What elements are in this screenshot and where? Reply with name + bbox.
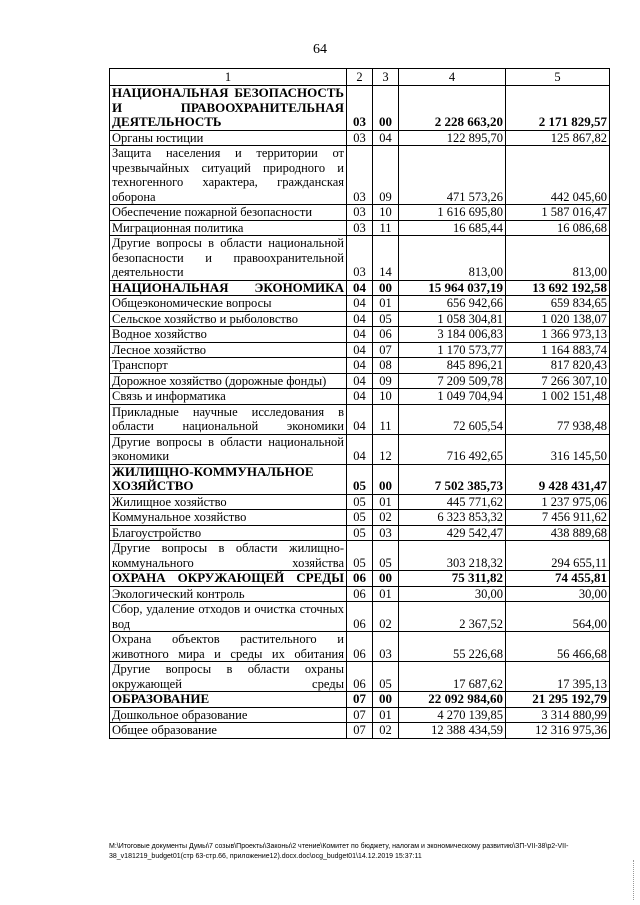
row-amount-2: 17 395,13 [506,662,610,692]
section-row [110,86,610,131]
row-section-code: 06 [347,571,373,587]
row-name: Миграционная политика [110,220,347,236]
row-amount-2: 316 145,50 [506,434,610,464]
row-amount-1: 2 228 663,20 [399,86,506,131]
row-section-code: 05 [347,510,373,526]
row-subsection-code: 05 [373,662,399,692]
row-subsection-code: 08 [373,358,399,374]
table-row [110,296,610,312]
row-name: Дорожное хозяйство (дорожные фонды) [110,373,347,389]
row-subsection-code: 01 [373,296,399,312]
row-subsection-code: 09 [373,146,399,205]
table-row [110,602,610,632]
table-row [110,434,610,464]
row-name: НАЦИОНАЛЬНАЯ ЭКОНОМИКА [110,280,347,296]
header-col-1: 1 [110,69,347,86]
row-amount-1: 4 270 139,85 [399,707,506,723]
row-amount-2: 1 020 138,07 [506,311,610,327]
row-section-code: 04 [347,389,373,405]
row-amount-2: 21 295 192,79 [506,692,610,708]
row-section-code: 05 [347,464,373,494]
row-amount-1: 55 226,68 [399,632,506,662]
section-row [110,571,610,587]
row-subsection-code: 01 [373,586,399,602]
row-amount-1: 22 092 984,60 [399,692,506,708]
row-amount-1: 656 942,66 [399,296,506,312]
row-name: Жилищное хозяйство [110,494,347,510]
header-col-5: 5 [506,69,610,86]
row-amount-1: 16 685,44 [399,220,506,236]
row-subsection-code: 00 [373,464,399,494]
row-subsection-code: 04 [373,130,399,146]
row-name: Благоустройство [110,525,347,541]
row-subsection-code: 02 [373,510,399,526]
row-section-code: 07 [347,692,373,708]
table-row [110,373,610,389]
table-row [110,205,610,221]
row-amount-2: 564,00 [506,602,610,632]
row-subsection-code: 09 [373,373,399,389]
row-section-code: 04 [347,311,373,327]
row-amount-2: 7 266 307,10 [506,373,610,389]
row-subsection-code: 06 [373,327,399,343]
table-row [110,723,610,739]
section-row [110,692,610,708]
row-subsection-code: 12 [373,434,399,464]
row-amount-2: 30,00 [506,586,610,602]
row-subsection-code: 11 [373,220,399,236]
row-name: Прикладные научные исследования в области национальной экономики [110,404,347,434]
row-section-code: 04 [347,358,373,374]
row-amount-1: 6 323 853,32 [399,510,506,526]
row-section-code: 04 [347,434,373,464]
row-amount-2: 438 889,68 [506,525,610,541]
row-amount-1: 15 964 037,19 [399,280,506,296]
row-name: Обеспечение пожарной безопасности [110,205,347,221]
row-name: ОБРАЗОВАНИЕ [110,692,347,708]
header-col-4: 4 [399,69,506,86]
row-name: Общеэкономические вопросы [110,296,347,312]
section-row [110,464,610,494]
row-amount-2: 294 655,11 [506,541,610,571]
row-amount-2: 2 171 829,57 [506,86,610,131]
row-name: Защита населения и территории от чрезвычайных ситуаций природного и техногенного характера, гражданская оборона [110,146,347,205]
row-subsection-code: 05 [373,541,399,571]
section-row [110,280,610,296]
row-amount-1: 72 605,54 [399,404,506,434]
row-amount-2: 7 456 911,62 [506,510,610,526]
table-row [110,632,610,662]
row-section-code: 04 [347,327,373,343]
row-section-code: 05 [347,494,373,510]
row-subsection-code: 00 [373,692,399,708]
table-row [110,342,610,358]
row-amount-2: 659 834,65 [506,296,610,312]
row-amount-1: 471 573,26 [399,146,506,205]
row-amount-1: 1 049 704,94 [399,389,506,405]
table-row [110,130,610,146]
table-row [110,389,610,405]
row-section-code: 05 [347,541,373,571]
row-amount-1: 2 367,52 [399,602,506,632]
table-row [110,220,610,236]
table-row [110,662,610,692]
row-section-code: 06 [347,662,373,692]
file-path-footer: M:\Итоговые документы Думы\7 созыв\Проекты\Законы\2 чтение\Комитет по бюджету, налогам и экономическому развитию\ЗП-VII-38\р2-VII-38_v181219_budget01(стр 63-стр.66, приложение12).docx.doc\ocg_budget01\14.12.2019 15:37:11 [109,843,569,860]
table-row [110,236,610,281]
table-row [110,707,610,723]
row-amount-2: 77 938,48 [506,404,610,434]
row-amount-1: 716 492,65 [399,434,506,464]
row-amount-2: 1 002 151,48 [506,389,610,405]
row-section-code: 07 [347,723,373,739]
row-amount-1: 1 170 573,77 [399,342,506,358]
table-row [110,358,610,374]
header-col-3: 3 [373,69,399,86]
row-amount-1: 3 184 006,83 [399,327,506,343]
table-row [110,327,610,343]
row-amount-2: 12 316 975,36 [506,723,610,739]
row-subsection-code: 00 [373,280,399,296]
row-amount-2: 817 820,43 [506,358,610,374]
row-name: Дошкольное образование [110,707,347,723]
row-amount-1: 1 616 695,80 [399,205,506,221]
row-section-code: 04 [347,404,373,434]
table-row [110,146,610,205]
row-amount-1: 1 058 304,81 [399,311,506,327]
row-section-code: 03 [347,236,373,281]
row-name: Другие вопросы в области охраны окружающей среды [110,662,347,692]
row-name: Транспорт [110,358,347,374]
row-section-code: 04 [347,280,373,296]
row-amount-2: 1 366 973,13 [506,327,610,343]
row-subsection-code: 02 [373,602,399,632]
row-name: ЖИЛИЩНО-КОММУНАЛЬНОЕ ХОЗЯЙСТВО [110,464,347,494]
row-subsection-code: 10 [373,389,399,405]
row-section-code: 07 [347,707,373,723]
row-name: Органы юстиции [110,130,347,146]
table-row [110,525,610,541]
row-section-code: 03 [347,146,373,205]
row-name: Сбор, удаление отходов и очистка сточных вод [110,602,347,632]
row-subsection-code: 14 [373,236,399,281]
row-subsection-code: 01 [373,707,399,723]
row-amount-1: 7 502 385,73 [399,464,506,494]
row-section-code: 05 [347,525,373,541]
table-row [110,510,610,526]
row-amount-2: 442 045,60 [506,146,610,205]
row-amount-1: 7 209 509,78 [399,373,506,389]
row-section-code: 04 [347,296,373,312]
row-name: Другие вопросы в области жилищно-коммунального хозяйства [110,541,347,571]
row-amount-2: 9 428 431,47 [506,464,610,494]
row-name: Связь и информатика [110,389,347,405]
row-name: Сельское хозяйство и рыболовство [110,311,347,327]
row-amount-1: 303 218,32 [399,541,506,571]
row-section-code: 06 [347,602,373,632]
row-subsection-code: 00 [373,86,399,131]
row-amount-1: 30,00 [399,586,506,602]
row-subsection-code: 07 [373,342,399,358]
row-amount-1: 122 895,70 [399,130,506,146]
row-amount-2: 1 164 883,74 [506,342,610,358]
row-section-code: 04 [347,342,373,358]
row-section-code: 06 [347,586,373,602]
row-section-code: 03 [347,86,373,131]
header-col-2: 2 [347,69,373,86]
table-row [110,586,610,602]
row-amount-2: 16 086,68 [506,220,610,236]
page-number: 64 [313,42,327,57]
row-amount-1: 813,00 [399,236,506,281]
row-amount-1: 75 311,82 [399,571,506,587]
row-subsection-code: 10 [373,205,399,221]
row-amount-1: 429 542,47 [399,525,506,541]
row-subsection-code: 02 [373,723,399,739]
table-row [110,494,610,510]
row-name: Лесное хозяйство [110,342,347,358]
row-name: ОХРАНА ОКРУЖАЮЩЕЙ СРЕДЫ [110,571,347,587]
row-amount-2: 1 237 975,06 [506,494,610,510]
row-subsection-code: 05 [373,311,399,327]
row-section-code: 04 [347,373,373,389]
row-amount-2: 56 466,68 [506,632,610,662]
row-amount-1: 12 388 434,59 [399,723,506,739]
row-subsection-code: 11 [373,404,399,434]
table-row [110,311,610,327]
row-amount-2: 13 692 192,58 [506,280,610,296]
row-name: НАЦИОНАЛЬНАЯ БЕЗОПАСНОСТЬ И ПРАВООХРАНИТЕЛЬНАЯ ДЕЯТЕЛЬНОСТЬ [110,86,347,131]
row-amount-1: 17 687,62 [399,662,506,692]
row-amount-2: 125 867,82 [506,130,610,146]
row-subsection-code: 03 [373,525,399,541]
row-amount-2: 1 587 016,47 [506,205,610,221]
row-name: Другие вопросы в области национальной экономики [110,434,347,464]
row-amount-1: 845 896,21 [399,358,506,374]
row-section-code: 06 [347,632,373,662]
table-row [110,404,610,434]
row-name: Экологический контроль [110,586,347,602]
row-amount-2: 813,00 [506,236,610,281]
row-name: Охрана объектов растительного и животного мира и среды их обитания [110,632,347,662]
row-subsection-code: 00 [373,571,399,587]
table-header-row [110,69,610,86]
scan-edge-mark [633,860,636,900]
row-name: Коммунальное хозяйство [110,510,347,526]
row-amount-2: 74 455,81 [506,571,610,587]
table-row [110,541,610,571]
row-subsection-code: 01 [373,494,399,510]
row-section-code: 03 [347,205,373,221]
row-amount-1: 445 771,62 [399,494,506,510]
row-amount-2: 3 314 880,99 [506,707,610,723]
row-name: Водное хозяйство [110,327,347,343]
budget-table [109,68,610,739]
row-subsection-code: 03 [373,632,399,662]
row-name: Другие вопросы в области национальной безопасности и правоохранительной деятельности [110,236,347,281]
row-section-code: 03 [347,130,373,146]
row-name: Общее образование [110,723,347,739]
row-section-code: 03 [347,220,373,236]
